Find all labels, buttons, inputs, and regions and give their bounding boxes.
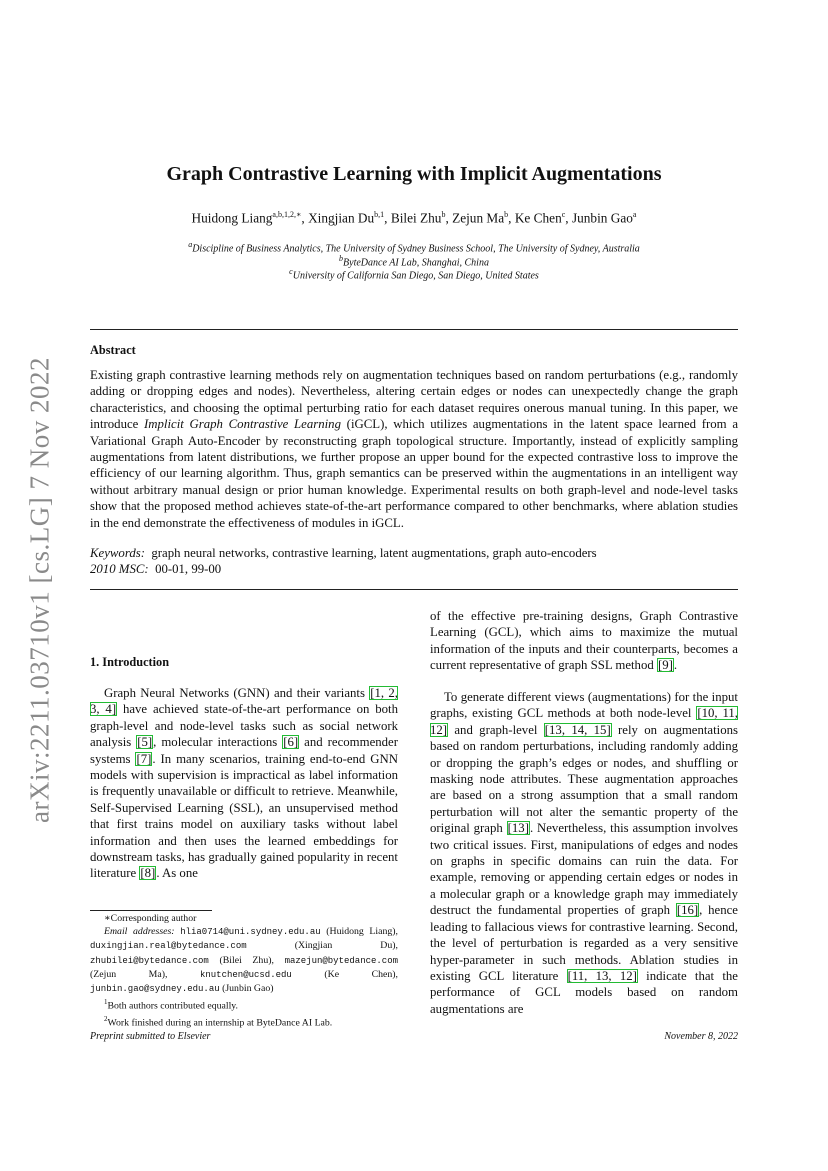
author-superscript: b,1 xyxy=(374,210,385,219)
paragraph xyxy=(90,685,398,882)
citation-link[interactable]: [13] xyxy=(507,821,529,836)
abstract-heading: Abstract xyxy=(90,343,136,357)
section-heading-introduction: 1. Introduction xyxy=(90,655,170,669)
author-name: Junbin Gao xyxy=(571,210,633,226)
author-name: Xingjian Du xyxy=(308,210,375,226)
body-text: and recommender systems xyxy=(90,735,398,766)
abstract-text: (iGCL), which utilizes augmentations in the latent space learned from a Variational Graph Auto-Encoder by reconstructing graph topological structure. Importantly, instead of explicitly sampling augmentations from latent distributions, we further propose an upper bound for the expected contrastive loss to improve the efficiency of our learning algorithm. Thus, graph semantics can be preserved within the augmentations in an intelligent way without arbitrary manual design or prior human knowledge. Experimental results on both graph-level and node-level tasks show that the proposed method achieves state-of-the-art performance compared to other benchmarks, where ablation studies in the end demonstrate the effectiveness of modules in iGCL. xyxy=(90,417,738,530)
footnote-text: Both authors contributed equally. xyxy=(107,1000,239,1012)
author-superscript: a xyxy=(632,210,637,219)
citation-link[interactable]: [11, 13, 12] xyxy=(567,968,637,983)
body-text: and graph-level xyxy=(448,722,544,737)
arxiv-identifier-stamp xyxy=(20,340,60,840)
affiliation-text: ByteDance AI Lab, Shanghai, China xyxy=(343,257,489,269)
method-name: Implicit Graph Contrastive Learning xyxy=(144,417,341,432)
paper-title: Graph Contrastive Learning with Implicit Augmentations xyxy=(166,163,662,185)
footnote-1: $^1$Both authors contributed equally. xyxy=(104,998,239,1012)
affiliation-mark: b xyxy=(339,254,344,263)
footnote-corresponding: ∗Corresponding author xyxy=(104,913,197,924)
email-owner: (Huidong Liang), xyxy=(320,926,398,938)
body-text: . xyxy=(673,658,678,673)
body-text: . Nevertheless, this assumption involves two critical issues. First, manipulations of edges and nodes on graphs in specific domains can ruin the data. For example, removing or appending certain edges or nodes in a molecular graph or a knowledge graph may immediately destruct the fundamental properties of graph xyxy=(430,821,738,918)
body-text: To generate different views (augmentations) for the input graphs, existing GCL methods at both node-level xyxy=(430,690,738,721)
citation-link[interactable]: [6] xyxy=(283,735,299,750)
body-text: indicate that the performance of GCL models based on random augmentations are xyxy=(430,968,738,1016)
author-name: Ke Chen xyxy=(514,210,562,226)
author-name: Bilei Zhu xyxy=(390,210,442,226)
author-superscript: c xyxy=(561,210,566,219)
affiliation-c xyxy=(0,267,828,281)
body-text: . As one xyxy=(156,866,198,881)
email-address-link[interactable]: zhubilei@bytedance.com xyxy=(90,955,209,966)
author-superscript: b xyxy=(441,210,446,219)
body-text: , molecular interactions xyxy=(153,735,283,750)
keywords-text: graph neural networks, contrastive learning, latent augmentations, graph auto-encoders xyxy=(151,546,597,560)
affiliation-text: University of California San Diego, San Diego, United States xyxy=(292,270,539,282)
footnote-text: Work finished during an internship at ByteDance AI Lab. xyxy=(107,1016,333,1028)
author-list: Huidong Liang$^{a,b,1,2,∗}$, Xingjian Du$^{b,1}$, Bilei Zhu$^b$, Zejun Ma$^b$, Ke Chen$^c$, Junbin Gao$^a$ xyxy=(191,210,637,226)
email-owner: (Ke Chen), xyxy=(291,968,398,980)
body-text: Graph Neural Networks (GNN) and their variants xyxy=(104,686,370,700)
citation-link[interactable]: [13, 14, 15] xyxy=(544,722,611,737)
email-owner: (Xingjian Du), xyxy=(246,940,398,952)
author-name: Zejun Ma xyxy=(452,210,505,226)
citation-link[interactable]: [5] xyxy=(137,735,153,750)
footnote-emails xyxy=(90,925,398,996)
email-address-link[interactable]: mazejun@bytedance.com xyxy=(284,955,398,966)
citation-link[interactable]: [8] xyxy=(140,866,156,881)
msc-label: 2010 MSC: xyxy=(90,562,149,576)
footnote-rule xyxy=(90,910,212,911)
intro-left-paragraph xyxy=(90,685,398,882)
citation-link[interactable]: [10, 11, 12] xyxy=(430,706,738,737)
keywords-label: Keywords: xyxy=(90,546,145,560)
paragraph xyxy=(430,689,738,1017)
footer-preprint-note: Preprint submitted to Elsevier xyxy=(90,1031,211,1042)
email-owner: (Bilei Zhu), xyxy=(208,954,285,966)
abstract-bottom-rule xyxy=(90,589,738,590)
affiliation-mark: a xyxy=(188,240,193,249)
abstract-top-rule xyxy=(90,329,738,330)
intro-right-paragraph xyxy=(430,689,738,1017)
email-address-link[interactable]: junbin.gao@sydney.edu.au xyxy=(90,984,220,995)
email-owner: (Zejun Ma), xyxy=(90,968,200,980)
keywords-line xyxy=(90,545,738,561)
affiliation-text: Discipline of Business Analytics, The University of Sydney Business School, The University of Sydney, Australia xyxy=(192,243,640,255)
body-text: . In many scenarios, training end-to-end GNN models with supervision is impractical as label information is frequently unavailable or difficult to retrieve. Meanwhile, Self-Supervised Learning (SSL), an unsupervised method that first trains model on auxiliary tasks without label information and then uses the learned embeddings for downstream tasks, has gradually gained popularity in recent literature xyxy=(90,751,398,881)
citation-link[interactable]: [16] xyxy=(676,903,699,918)
email-owner: (Junbin Gao) xyxy=(219,983,274,995)
author-superscript: a,b,1,2,∗ xyxy=(272,210,302,219)
msc-line xyxy=(90,561,738,577)
msc-text: 00-01, 99-00 xyxy=(155,562,222,576)
body-text: rely on augmentations based on random perturbations, including randomly adding or dropping the graph’s edges or nodes, and shuffling or masking node attributes. These augmentation approaches are based on a strong assumption that a small random perturbation will not alter the semantic property of the original graph xyxy=(430,722,738,836)
abstract-text: Existing graph contrastive learning methods rely on augmentation techniques based on random perturbations (e.g., randomly adding or dropping edges and nodes). Nevertheless, altering certain edges or nodes can unexpectedly change the graph characteristics, and choosing the optimal perturbing ratio for each dataset requires onerous manual tuning. In this paper, we introduce xyxy=(90,368,738,432)
abstract-body xyxy=(90,367,738,531)
footnote-2: $^2$Work finished during an internship at ByteDance AI Lab. xyxy=(104,1014,333,1028)
body-text: , hence leading to fallacious views for contrastive learning. Second, the level of perturbation is regarded as a very sensitive hyper-parameter in such methods. Ablation studies in existing GCL literature xyxy=(430,903,738,983)
email-address-link[interactable]: hlia0714@uni.sydney.edu.au xyxy=(180,927,321,938)
citation-link[interactable]: [7] xyxy=(136,751,152,766)
footnotes xyxy=(90,912,398,1029)
footer-date: November 8, 2022 xyxy=(664,1031,738,1042)
affiliation-mark: c xyxy=(289,267,293,276)
body-text: have achieved state-of-the-art performance on both graph-level and node-level tasks such as social network analysis xyxy=(90,702,398,750)
citation-link[interactable]: [9] xyxy=(657,658,673,673)
body-text: of the effective pre-training designs, Graph Contrastive Learning (GCL), which aims to maximize the mutual information of the inputs and their counterparts, becomes a current representative of graph SSL method xyxy=(430,609,738,673)
paragraph xyxy=(430,608,738,674)
email-address-link[interactable]: knutchen@ucsd.edu xyxy=(199,969,292,980)
email-address-link[interactable]: duxingjian.real@bytedance.com xyxy=(90,941,247,952)
email-label: Email addresses: xyxy=(104,926,175,938)
author-superscript: b xyxy=(504,210,509,219)
author-name: Huidong Liang xyxy=(191,210,273,226)
arxiv-id-text: arXiv:2211.03710v1 [cs.LG] 7 Nov 2022 xyxy=(24,357,55,823)
citation-link[interactable]: [1, 2, 3, 4] xyxy=(90,686,398,717)
affiliation-a xyxy=(0,240,828,254)
intro-right-paragraph-continued xyxy=(430,608,738,674)
